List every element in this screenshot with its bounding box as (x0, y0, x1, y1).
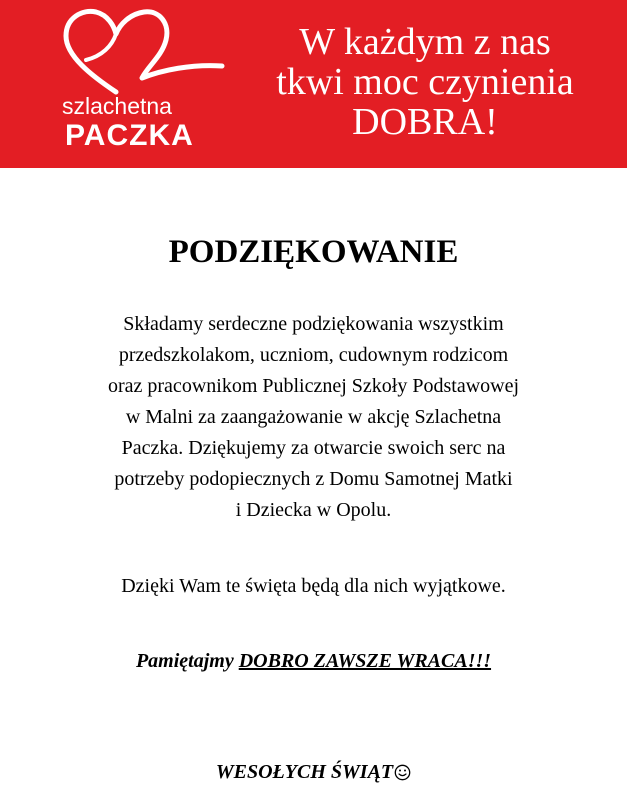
slogan-line-2: tkwi moc czynienia (276, 61, 574, 103)
logo-text-szlachetna: szlachetna (62, 93, 172, 119)
logo-text-paczka: PACZKA (65, 119, 194, 152)
paragraph-line: i Dziecka w Opolu. (235, 499, 392, 521)
motto-emphasis: DOBRO ZAWSZE WRACA!!! (238, 650, 492, 672)
paragraph-line: oraz pracownikom Publicznej Szkoły Podstawowej (107, 375, 520, 397)
motto-line (0, 646, 627, 677)
header-banner (0, 0, 627, 168)
holiday-wishes (0, 757, 627, 791)
szlachetna-paczka-logo (52, 6, 252, 164)
paragraph-line: Paczka. Dziękujemy za otwarcie swoich serc na (121, 437, 506, 459)
smiley-icon (394, 760, 411, 791)
paragraph-line: przedszkolakom, uczniom, cudownym rodzicom (118, 344, 509, 366)
document-title: PODZIĘKOWANIE (168, 234, 459, 270)
paragraph-line: potrzeby podopiecznych z Domu Samotnej Matki (114, 468, 513, 490)
paragraph-line: w Malni za zaangażowanie w akcję Szlachetna (125, 406, 502, 428)
paragraph-line: Składamy serdeczne podziękowania wszystkim (123, 313, 504, 335)
thanks-paragraph (40, 309, 587, 526)
motto-prefix: Pamiętajmy (135, 650, 239, 672)
header-slogan (245, 22, 605, 142)
heart-ribbon-icon (52, 6, 252, 96)
wishes-text: WESOŁYCH ŚWIĄT (215, 761, 394, 783)
slogan-line-3: DOBRA! (352, 101, 498, 143)
holiday-sentence: Dzięki Wam te święta będą dla nich wyjątkowe. (121, 575, 506, 597)
slogan-line-1: W każdym z nas (299, 21, 551, 63)
